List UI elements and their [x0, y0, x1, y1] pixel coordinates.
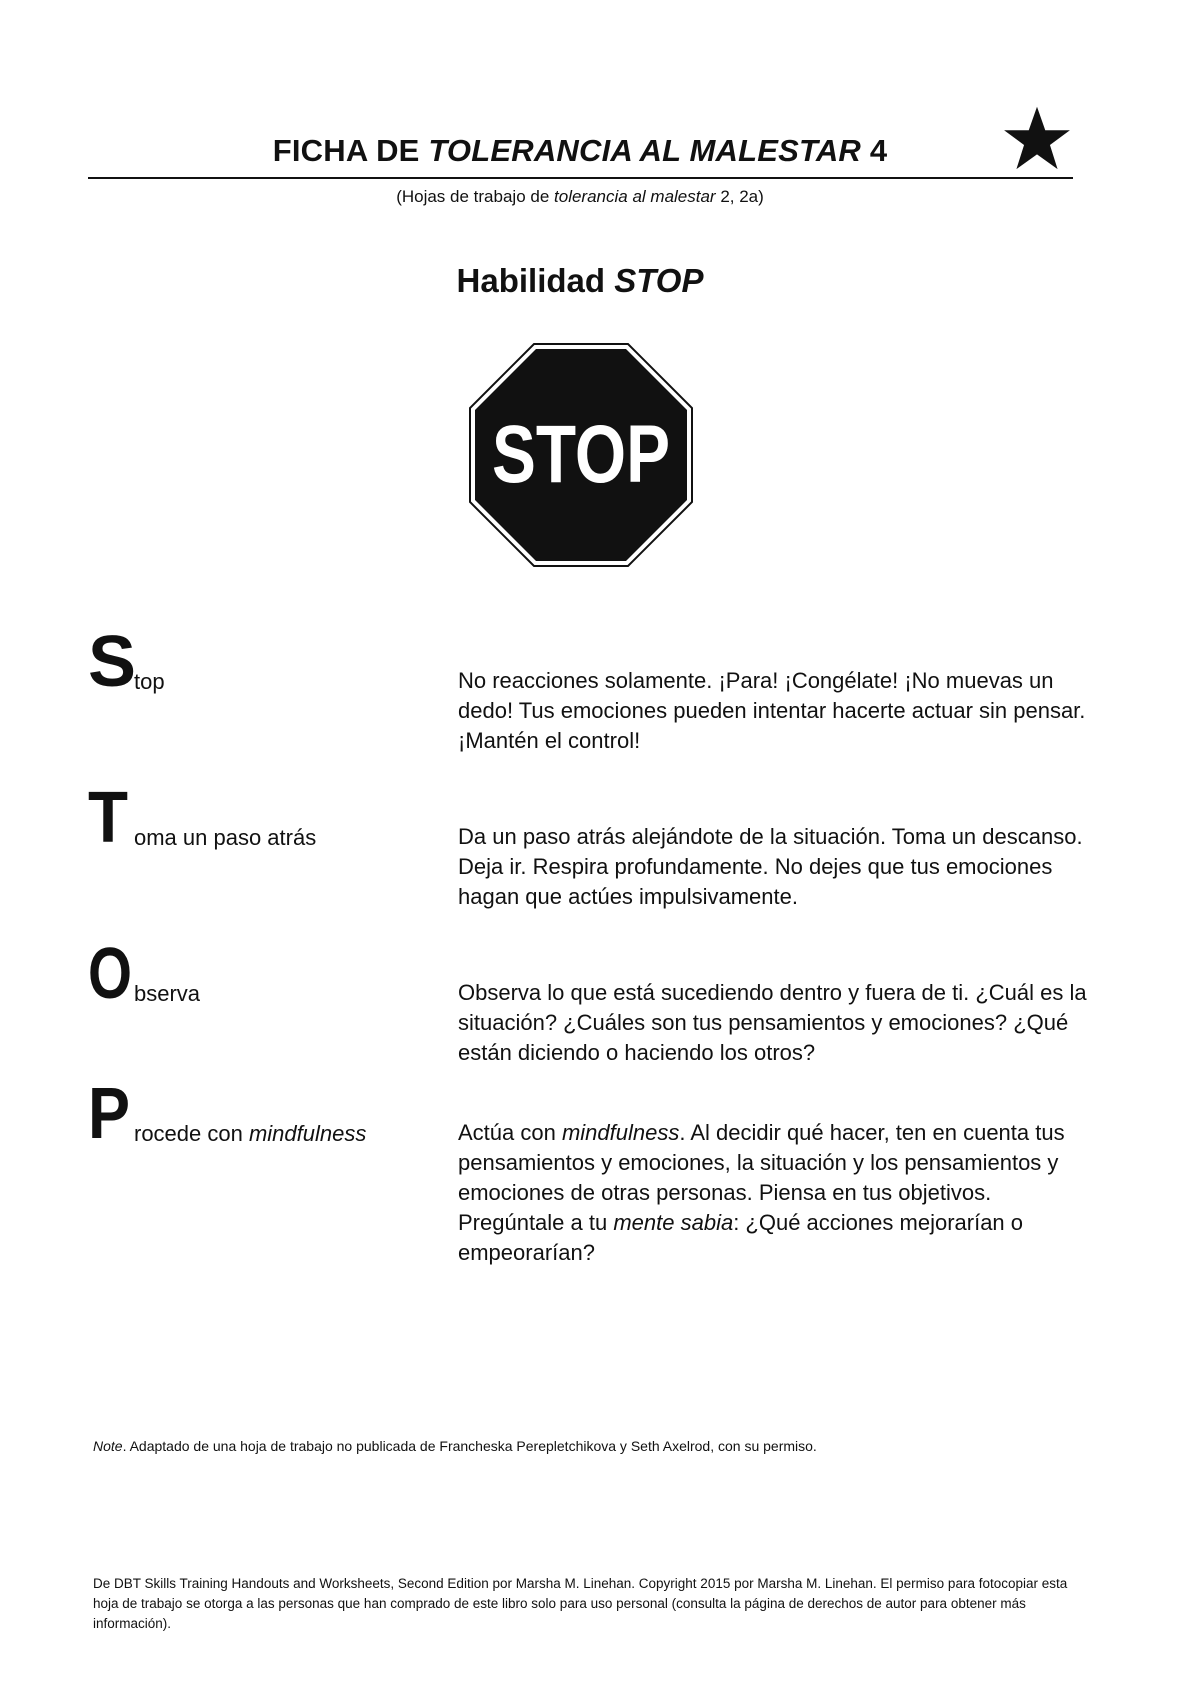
handout-title [90, 133, 1070, 169]
row-label-stop [134, 669, 165, 695]
subtitle-italic: tolerancia al malestar [554, 187, 716, 206]
row-label-observa-text: bserva [134, 981, 201, 1006]
row-letter-p [88, 1070, 138, 1154]
row-description-stop: No reacciones solamente. ¡Para! ¡Congélate! ¡No muevas un dedo! Tus emociones pueden intentar hacerte actuar sin pensar. ¡Mantén el control! [458, 668, 1086, 753]
title-italic: TOLERANCIA AL MALESTAR [428, 133, 862, 168]
row-description-toma: Da un paso atrás alejándote de la situación. Toma un descanso. Deja ir. Respira profundamente. No dejes que tus emociones hagan que actúes impulsivamente. [458, 824, 1083, 909]
row-letter-p-text: P [88, 1074, 130, 1154]
row-label-toma [134, 825, 316, 851]
skill-title-prefix: Habilidad [456, 262, 615, 299]
row-letter-t-text: T [88, 778, 129, 858]
source-note [93, 1438, 1103, 1454]
desc-part: . Al decidir qué hacer, ten en cuenta tus pensamientos y emociones, la situación y los pensamientos y emociones de otras personas. Piensa en tus objetivos. Pregúntale a tu [458, 1120, 1065, 1235]
title-number: 4 [861, 133, 888, 168]
row-label-procede [134, 1121, 366, 1147]
row-label-toma-text: oma un paso atrás [134, 825, 317, 850]
row-letter-s-text: S [88, 622, 136, 702]
star-icon [1002, 104, 1072, 174]
handout-subtitle [90, 187, 1070, 207]
desc-part: Actúa con [458, 1120, 562, 1145]
row-label-stop-text: top [134, 669, 165, 694]
desc-italic: mente sabia [613, 1210, 734, 1235]
subtitle-prefix: (Hojas de trabajo de [396, 187, 555, 206]
stop-sign-icon [466, 340, 696, 570]
copyright-notice: De DBT Skills Training Handouts and Worksheets, Second Edition por Marsha M. Linehan. Copyright 2015 por Marsha M. Linehan. El permiso para fotocopiar esta hoja de trabajo se otorga a las personas que han comprado de este libro solo para uso personal (consulta la página de derechos de autor para obtener más información). [93, 1576, 1068, 1631]
note-label: Note [93, 1438, 123, 1454]
desc-part: : ¿Qué acciones mejorarían o empeorarían? [458, 1210, 1024, 1265]
subtitle-suffix: 2, 2a) [715, 187, 764, 206]
row-label-observa [134, 981, 200, 1007]
header-divider [88, 177, 1073, 179]
skill-title [300, 262, 860, 300]
row-letter-o-text: O [88, 934, 132, 1014]
stop-sign-text: STOP [492, 409, 670, 500]
row-letter-s [88, 618, 138, 702]
title-prefix: FICHA DE [272, 133, 429, 168]
row-description-observa: Observa lo que está sucediendo dentro y fuera de ti. ¿Cuál es la situación? ¿Cuáles son tus pensamientos y emociones? ¿Qué están diciendo o haciendo los otros? [458, 980, 1087, 1065]
row-description-procede [458, 1118, 1093, 1268]
row-label-procede-text: rocede con [134, 1121, 249, 1146]
row-letter-o [88, 930, 138, 1014]
note-text: . Adaptado de una hoja de trabajo no publicada de Francheska Perepletchikova y Seth Axelrod, con su permiso. [122, 1438, 817, 1454]
row-letter-t [88, 774, 138, 858]
row-label-procede-italic: mindfulness [248, 1121, 367, 1146]
desc-italic: mindfulness [561, 1120, 680, 1145]
skill-title-italic: STOP [614, 262, 704, 299]
